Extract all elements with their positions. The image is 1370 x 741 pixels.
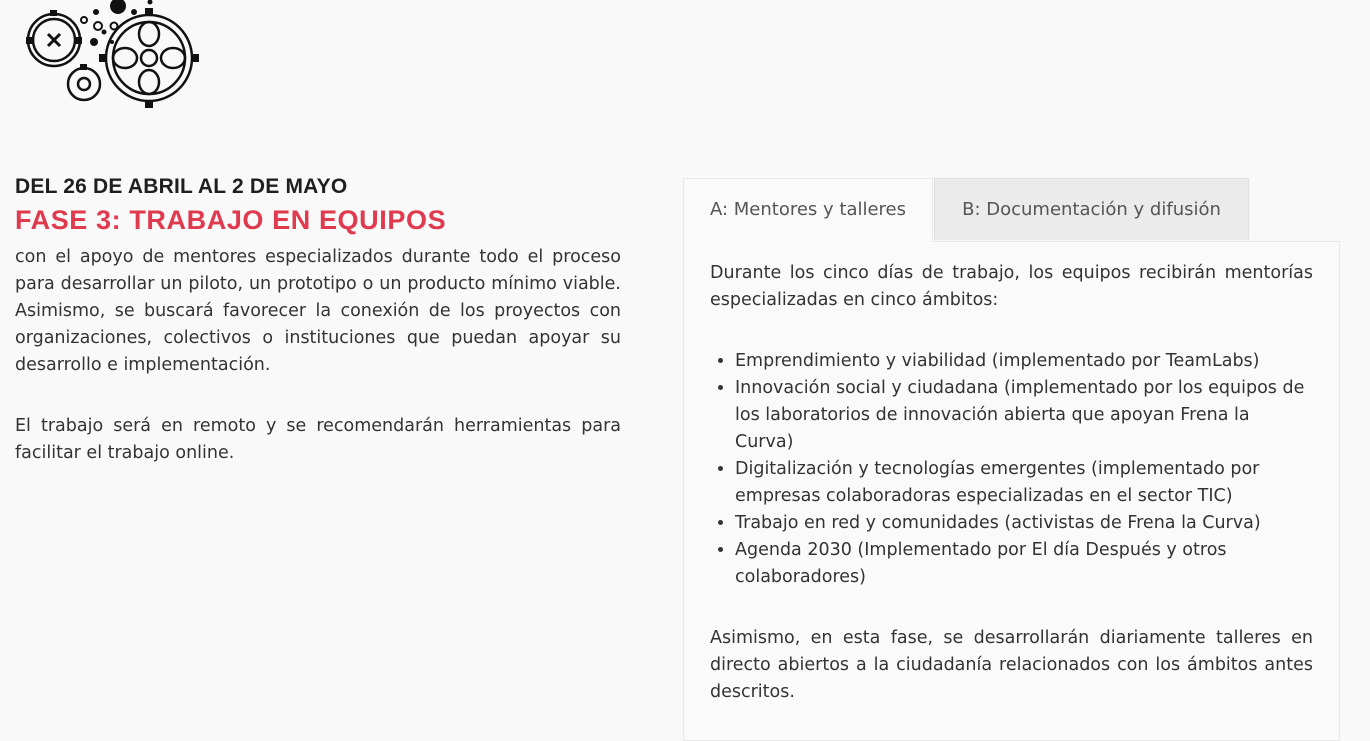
panel-intro: Durante los cinco días de trabajo, los equipos recibirán mentorías especializadas en cinco ámbitos: — [710, 263, 1313, 310]
tab-documentacion-difusion[interactable]: B: Documentación y difusión — [934, 178, 1249, 240]
list-item: • Innovación social y ciudadana (implementado por los equipos de los laboratorios de innovación abierta que apoyan Frena la Curva) — [735, 375, 1313, 456]
gears-illustration — [14, 0, 200, 122]
list-item: • Agenda 2030 (Implementado por El día Después y otros colaboradores) — [735, 537, 1313, 591]
list-item: • Emprendimiento y viabilidad (implementado por TeamLabs) — [735, 348, 1313, 375]
list-item: • Trabajo en red y comunidades (activistas de Frena la Curva) — [735, 510, 1313, 537]
phase-section — [15, 172, 621, 501]
panel-outro: Asimismo, en esta fase, se desarrollarán diariamente talleres en directo abiertos a la ciudadanía relacionados con los ámbitos antes descritos. — [710, 628, 1313, 702]
description-paragraph: con el apoyo de mentores especializados durante todo el proceso para desarrollar un piloto, un prototipo o un producto mínimo viable. Asimismo, se buscará favorecer la conexión de los proyectos con organizaciones, colectivos o instituciones que puedan apoyar su desarrollo e implementación. — [15, 247, 621, 375]
list-item: • Digitalización y tecnologías emergentes (implementado por empresas colaboradoras especializadas en el sector TIC) — [735, 456, 1313, 510]
tab-mentores-talleres[interactable]: A: Mentores y talleres — [683, 178, 933, 242]
tab-panel — [683, 241, 1340, 741]
date-range-heading: DEL 26 DE ABRIL AL 2 DE MAYO — [15, 175, 348, 198]
mentorship-list — [710, 348, 1313, 591]
phase-title: FASE 3: TRABAJO EN EQUIPOS — [15, 205, 447, 235]
remote-work-paragraph: El trabajo será en remoto y se recomendarán herramientas para facilitar el trabajo online. — [15, 416, 621, 463]
